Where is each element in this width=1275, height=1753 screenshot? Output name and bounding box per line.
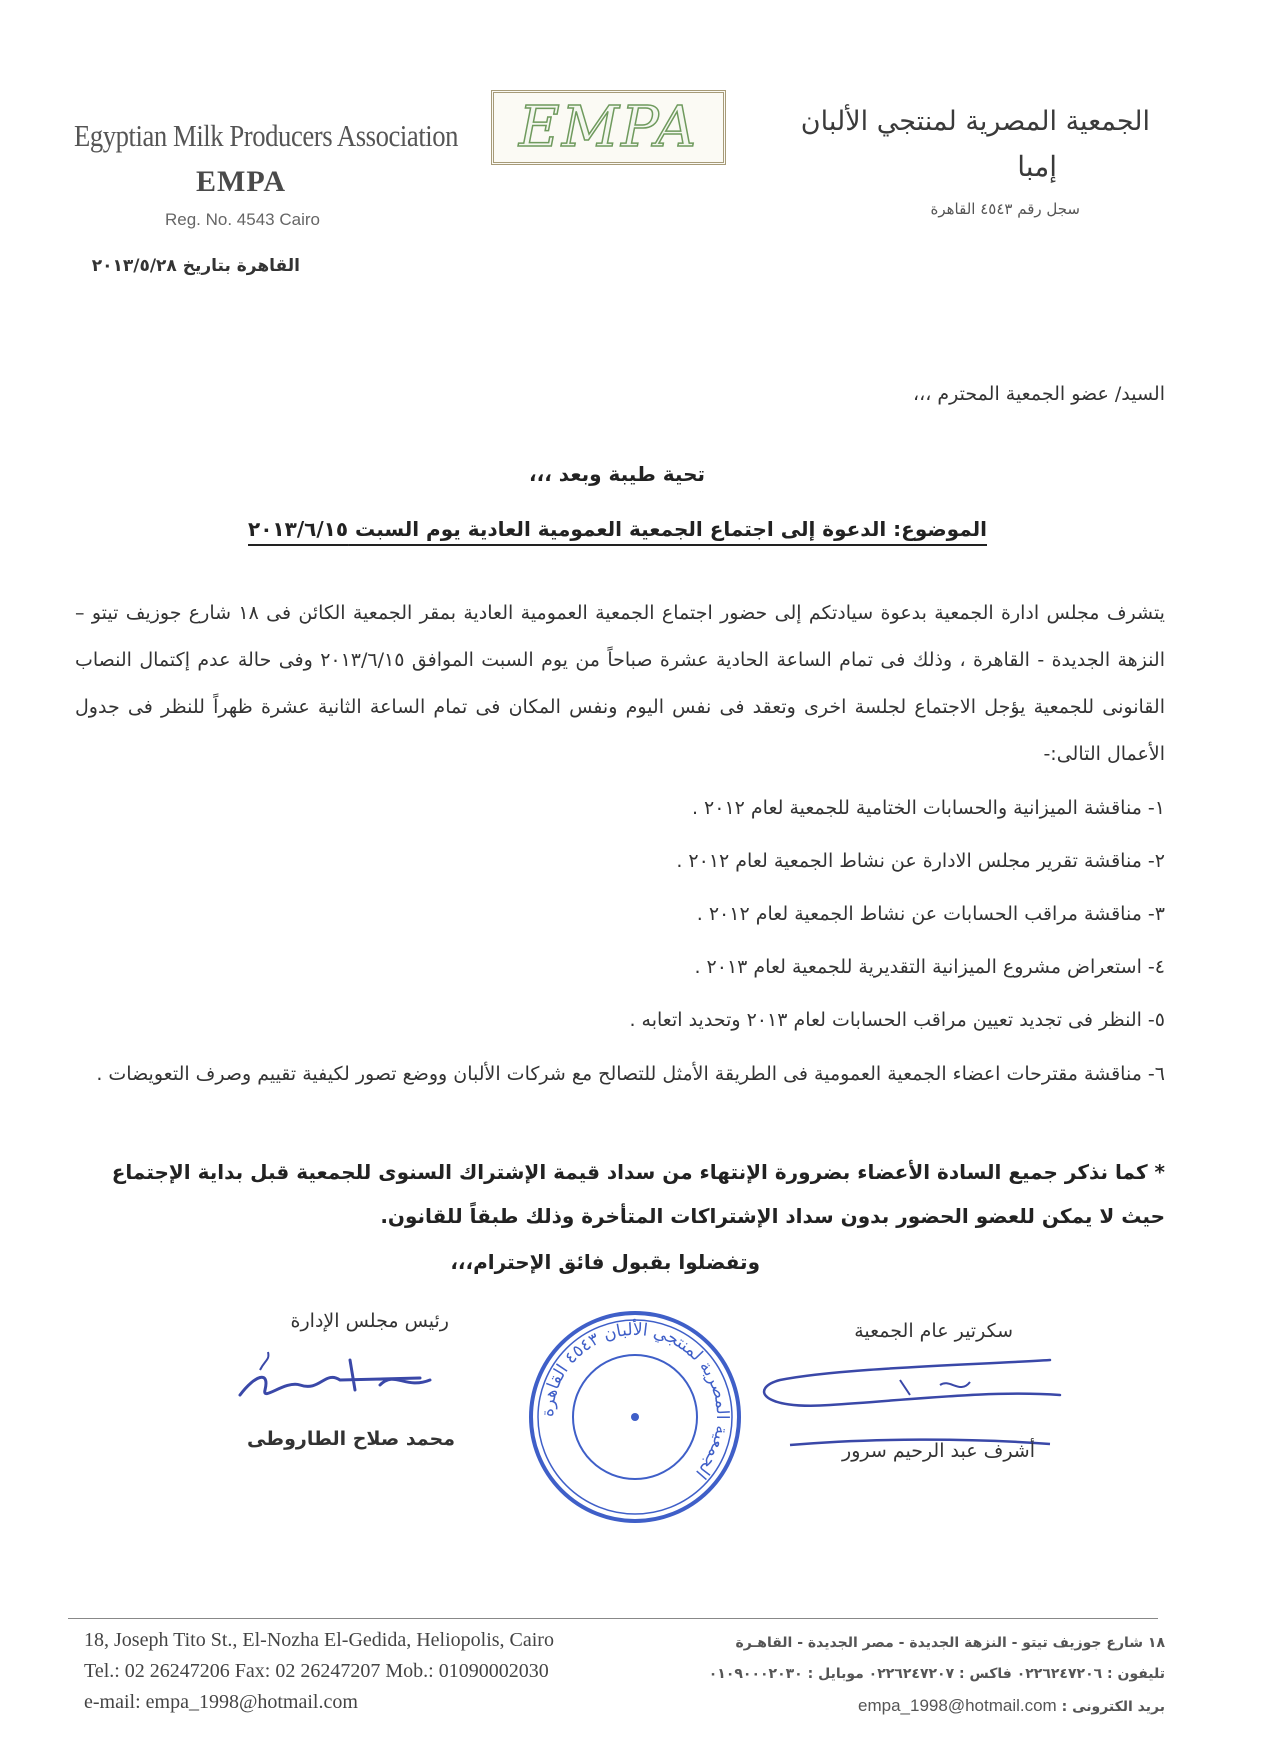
membership-note: * كما نذكر جميع السادة الأعضاء بضرورة الإنتهاء من سداد قيمة الإشتراك السنوى للجمعية قبل بداية الإجتماع حيث لا يمكن للعضو الحضور بدون سداد الإشتراكات المتأخرة وذلك طبقاً للقانون. <box>111 1160 1165 1228</box>
secretary-title: سكرتير عام الجمعية <box>854 1320 1013 1342</box>
footer-email-link[interactable]: empa_1998@hotmail.com <box>858 1696 1057 1715</box>
agenda-list <box>75 782 1165 1091</box>
footer-phones-ar: تليفون : ٠٢٢٦٢٤٧٢٠٦ فاكس : ٠٢٢٦٢٤٧٢٠٧ موبايل : ٠١٠٩٠٠٠٢٠٣٠ <box>708 1666 1165 1682</box>
invitation-paragraph: يتشرف مجلس ادارة الجمعية بدعوة سيادتكم إلى حضور اجتماع الجمعية العمومية العادية بمقر الجمعية الكائن فى ١٨ شارع جوزيف تيتو – النزهة الجديدة - القاهرة ، وذلك فى تمام الساعة الحادية عشرة صباحاً من يوم السبت الموافق ٢٠١٣/٦/١٥ وفى حالة عدم إكتمال النصاب القانونى للجمعية يؤجل الاجتماع لجلسة اخرى وتعقد فى نفس اليوم ونفس المكان فى تمام الساعة الثانية عشرة ظهراً للنظر فى جدول الأعمال التالى:- <box>75 602 1165 765</box>
secretary-name: أشرف عبد الرحيم سرور <box>842 1440 1035 1462</box>
greeting: تحية طيبة وبعد ،،، <box>529 462 705 486</box>
logo-text: EMPA <box>518 95 699 160</box>
footer-phones-en: Tel.: 02 26247206 Fax: 02 26247207 Mob.: 01090002030 <box>84 1660 549 1682</box>
footer-address-ar: ١٨ شارع جوزيف تيتو - النزهة الجديدة - مصر الجديدة - القاهـرة <box>735 1635 1165 1651</box>
chair-signature <box>230 1340 450 1410</box>
agenda-item: ٤- استعراض مشروع الميزانية التقديرية للجمعية لعام ٢٠١٣ . <box>694 956 1165 978</box>
footer-address-en: 18, Joseph Tito St., El-Nozha El-Gedida, Heliopolis, Cairo <box>84 1629 554 1651</box>
footer-contact-ar <box>709 1628 1165 1723</box>
footer-contact-en <box>84 1625 554 1718</box>
agenda-item: ٥- النظر فى تجديد تعيين مراقب الحسابات لعام ٢٠١٣ وتحديد اتعابه . <box>629 1009 1165 1031</box>
agenda-item: ١- مناقشة الميزانية والحسابات الختامية للجمعية لعام ٢٠١٢ . <box>691 797 1165 819</box>
subject-line: الموضوع: الدعوة إلى اجتماع الجمعية العمومية العادية يوم السبت ٢٠١٣/٦/١٥ <box>248 517 987 541</box>
stamp-text: الجمعية المصرية لمنتجي الألبان ٤٥٤٣ القاهرة <box>537 1319 733 1483</box>
org-abbr-en: EMPA <box>196 165 287 198</box>
agenda-item: ٣- مناقشة مراقب الحسابات عن نشاط الجمعية لعام ٢٠١٢ . <box>696 903 1165 925</box>
chair-name: محمد صلاح الطاروطى <box>246 1428 455 1450</box>
org-name-en: Egyptian Milk Producers Association <box>74 118 459 153</box>
footer-email-en: e-mail: empa_1998@hotmail.com <box>84 1691 358 1713</box>
chair-title: رئيس مجلس الإدارة <box>290 1310 449 1332</box>
empa-logo <box>491 90 726 165</box>
addressee: السيد/ عضو الجمعية المحترم ،،، <box>912 383 1165 405</box>
org-abbr-ar: إمبا <box>1017 150 1057 183</box>
org-name-ar: الجمعية المصرية لمنتجي الألبان <box>800 106 1150 137</box>
association-stamp <box>525 1307 745 1527</box>
footer-email-ar <box>709 1690 1165 1723</box>
agenda-item: ٢- مناقشة تقرير مجلس الادارة عن نشاط الجمعية لعام ٢٠١٢ . <box>676 850 1165 872</box>
agenda-item: ٦- مناقشة مقترحات اعضاء الجمعية العمومية فى الطريقة الأمثل للتصالح مع شركات الألبان ووضع تصور لكيفية تقييم وصرف التعويضات . <box>96 1063 1165 1085</box>
registration-ar: سجل رقم ٤٥٤٣ القاهرة <box>930 200 1080 218</box>
footer-email-label-ar: بريد الكترونى : <box>1061 1699 1165 1715</box>
footer-divider <box>68 1618 1158 1619</box>
registration-en: Reg. No. 4543 Cairo <box>165 210 320 229</box>
letter-date: القاهرة بتاريخ ٢٠١٣/٥/٢٨ <box>91 256 300 276</box>
closing: وتفضلوا بقبول فائق الإحترام،،، <box>450 1250 760 1274</box>
